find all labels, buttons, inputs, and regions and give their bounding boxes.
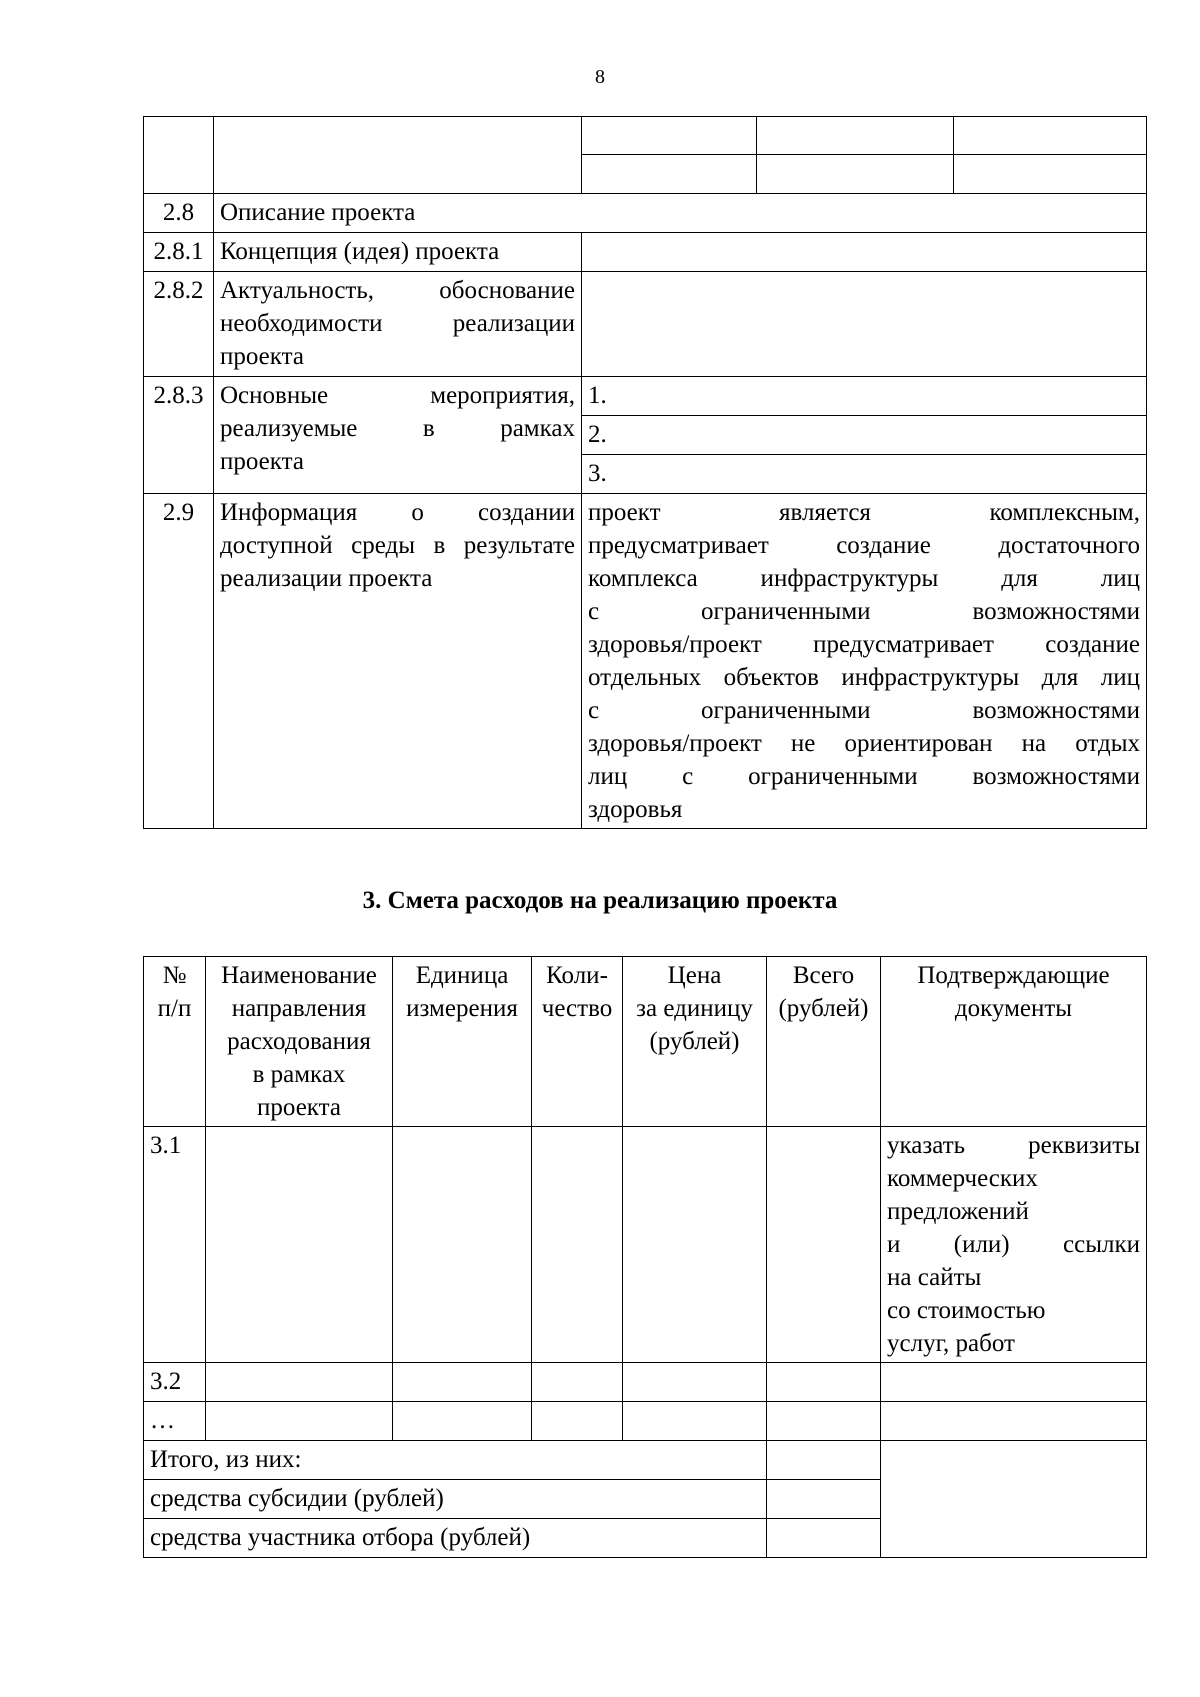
value-line: комплекса инфраструктуры для лиц	[588, 565, 1140, 592]
header-line: чество	[541, 995, 613, 1022]
header-row	[144, 957, 1147, 1127]
empty-cell[interactable]	[623, 1127, 767, 1363]
list-item[interactable]: 2.	[582, 416, 1147, 455]
totals-label: средства субсидии (рублей)	[144, 1480, 767, 1519]
page-number: 8	[595, 66, 605, 88]
docs-line: указать реквизиты	[887, 1132, 1140, 1159]
row-number: …	[144, 1402, 206, 1441]
header-line: за единицу	[636, 995, 753, 1022]
header-line: документы	[954, 995, 1073, 1022]
value-line: здоровья/проект предусматривает создание	[588, 631, 1140, 658]
table-row	[144, 1363, 1147, 1402]
value-line: здоровья/проект не ориентирован на отдых	[588, 730, 1140, 757]
row-number: 2.8.3	[144, 377, 214, 494]
empty-cell[interactable]	[393, 1363, 532, 1402]
header-line: Коли-	[546, 962, 608, 989]
row-label	[214, 272, 582, 377]
header-line: направления	[231, 995, 367, 1022]
value-line: лиц с ограниченными возможностями	[588, 763, 1140, 790]
empty-cell[interactable]	[582, 155, 757, 194]
label-line: реализуемые в рамках	[220, 415, 575, 442]
docs-line: коммерческих	[887, 1165, 1038, 1192]
header-line: Всего	[792, 962, 855, 989]
label-line: реализации проекта	[220, 565, 433, 592]
header-line: Единица	[415, 962, 509, 989]
empty-cell[interactable]	[532, 1402, 623, 1441]
label-line: необходимости реализации	[220, 310, 575, 337]
empty-cell[interactable]	[757, 155, 954, 194]
header-docs	[881, 957, 1147, 1127]
empty-cell[interactable]	[757, 117, 954, 155]
empty-cell[interactable]	[206, 1127, 393, 1363]
header-num	[144, 957, 206, 1127]
empty-cell[interactable]	[767, 1480, 881, 1519]
table-row	[144, 377, 1147, 416]
docs-line: и (или) ссылки	[887, 1231, 1140, 1258]
empty-cell[interactable]	[954, 117, 1147, 155]
header-qty	[532, 957, 623, 1127]
header-price	[623, 957, 767, 1127]
table-row	[144, 494, 1147, 829]
empty-cell[interactable]	[214, 117, 582, 194]
label-line: Информация о создании	[220, 499, 575, 526]
label-line: Основные мероприятия,	[220, 382, 575, 409]
empty-cell[interactable]	[767, 1363, 881, 1402]
row-label	[214, 377, 582, 494]
label-line: Актуальность, обоснование	[220, 277, 575, 304]
docs-line: предложений	[887, 1198, 1029, 1225]
empty-cell[interactable]	[393, 1402, 532, 1441]
empty-cell[interactable]	[767, 1127, 881, 1363]
table-row	[144, 272, 1147, 377]
empty-cell[interactable]	[954, 155, 1147, 194]
header-total	[767, 957, 881, 1127]
empty-cell[interactable]	[532, 1127, 623, 1363]
empty-cell[interactable]	[881, 1363, 1147, 1402]
table-row	[144, 194, 1147, 233]
empty-cell[interactable]	[623, 1402, 767, 1441]
row-number: 3.2	[144, 1363, 206, 1402]
table-row	[144, 1402, 1147, 1441]
cost-estimate-table	[143, 956, 1147, 1558]
docs-line: со стоимостью	[887, 1297, 1046, 1324]
table-row	[144, 233, 1147, 272]
header-line: измерения	[406, 995, 518, 1022]
header-unit	[393, 957, 532, 1127]
value-cell[interactable]	[582, 233, 1147, 272]
row-number: 2.9	[144, 494, 214, 829]
empty-cell[interactable]	[881, 1441, 1147, 1558]
empty-cell[interactable]	[881, 1402, 1147, 1441]
empty-cell[interactable]	[532, 1363, 623, 1402]
header-line: расходования	[227, 1028, 371, 1055]
value-line: здоровья	[588, 796, 683, 823]
row-number: 3.1	[144, 1127, 206, 1363]
empty-cell[interactable]	[206, 1402, 393, 1441]
row-label	[214, 494, 582, 829]
totals-row	[144, 1441, 1147, 1480]
empty-cell[interactable]	[582, 117, 757, 155]
header-line: №	[162, 962, 187, 989]
value-line: отдельных объектов инфраструктуры для лиц	[588, 664, 1140, 691]
empty-cell[interactable]	[623, 1363, 767, 1402]
label-line: проекта	[220, 343, 304, 370]
empty-cell[interactable]	[206, 1363, 393, 1402]
row-number: 2.8.2	[144, 272, 214, 377]
row-label: Концепция (идея) проекта	[214, 233, 582, 272]
section-title: 3. Смета расходов на реализацию проекта	[362, 887, 838, 914]
header-line: Наименование	[221, 962, 377, 989]
header-line: Цена	[667, 962, 722, 989]
empty-cell[interactable]	[767, 1402, 881, 1441]
empty-cell[interactable]	[144, 117, 214, 194]
list-item[interactable]: 1.	[582, 377, 1147, 416]
list-item[interactable]: 3.	[582, 455, 1147, 494]
value-line: с ограниченными возможностями	[588, 697, 1140, 724]
empty-cell[interactable]	[767, 1519, 881, 1558]
header-line: в рамках	[252, 1061, 346, 1088]
header-line: (рублей)	[649, 1028, 740, 1055]
docs-line: услуг, работ	[887, 1330, 1015, 1357]
header-line: проекта	[257, 1094, 341, 1121]
totals-label: Итого, из них:	[144, 1441, 767, 1480]
table-row	[144, 1127, 1147, 1363]
totals-label: средства участника отбора (рублей)	[144, 1519, 767, 1558]
value-line: с ограниченными возможностями	[588, 598, 1140, 625]
value-line: предусматривает создание достаточного	[588, 532, 1140, 559]
label-line: проекта	[220, 448, 304, 475]
header-line: п/п	[157, 995, 192, 1022]
row-label: Описание проекта	[214, 194, 1147, 233]
label-line: доступной среды в результате	[220, 532, 575, 559]
row-number: 2.8	[144, 194, 214, 233]
value-cell	[582, 494, 1147, 829]
header-line: (рублей)	[778, 995, 869, 1022]
table-row	[144, 117, 1147, 155]
docs-cell	[881, 1127, 1147, 1363]
header-name	[206, 957, 393, 1127]
empty-cell[interactable]	[393, 1127, 532, 1363]
value-line: проект является комплексным,	[588, 499, 1140, 526]
empty-cell[interactable]	[767, 1441, 881, 1480]
project-info-table	[143, 116, 1147, 829]
header-line: Подтверждающие	[917, 962, 1110, 989]
value-cell[interactable]	[582, 272, 1147, 377]
row-number: 2.8.1	[144, 233, 214, 272]
docs-line: на сайты	[887, 1264, 982, 1291]
